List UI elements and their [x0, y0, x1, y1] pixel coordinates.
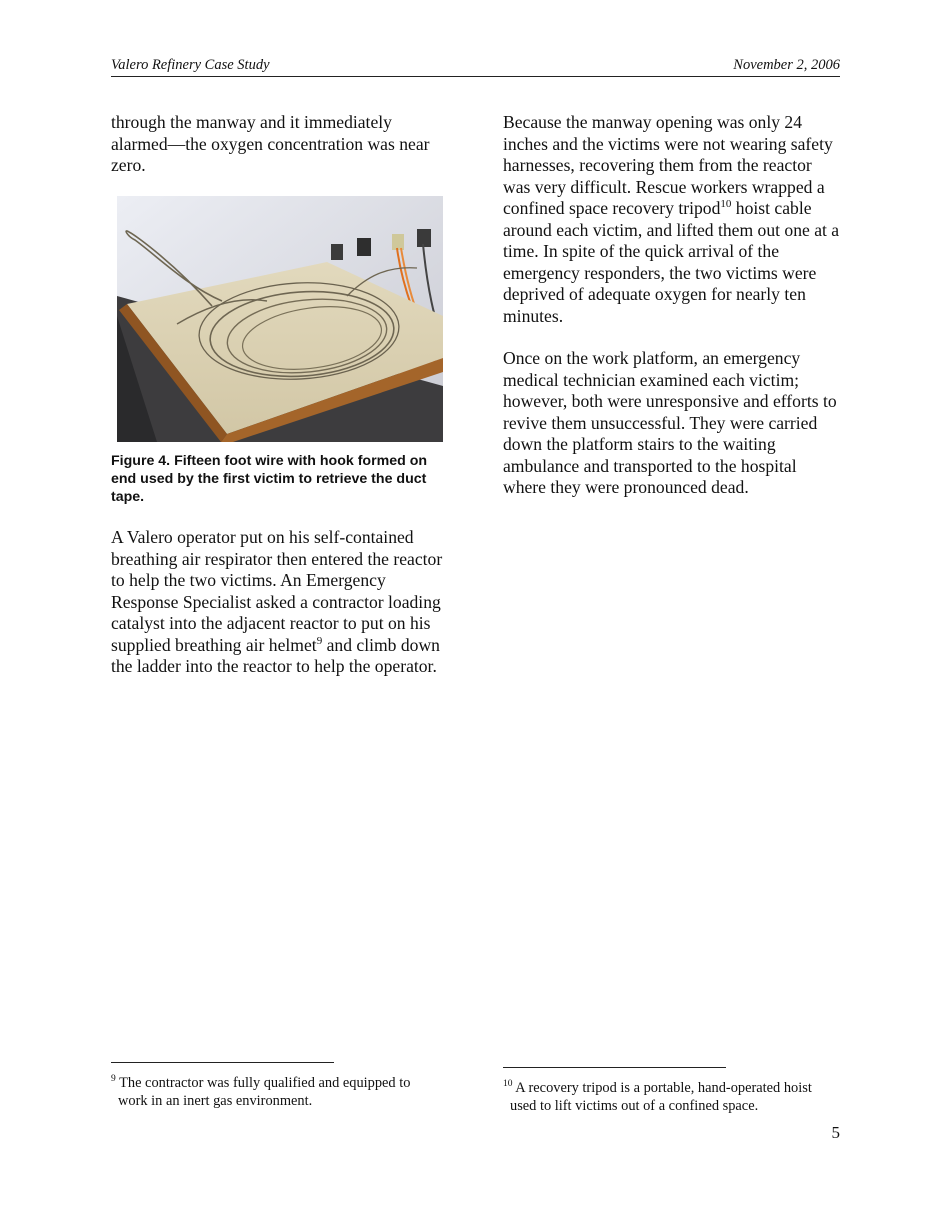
- footnote-10: [503, 1079, 848, 1115]
- footnote-mark: 10: [503, 1079, 513, 1090]
- header-date: November 2, 2006: [733, 57, 840, 73]
- paragraph: [503, 112, 843, 327]
- paragraph-text: and climb down the ladder into the reactor to help the operator.: [111, 634, 440, 676]
- running-header: [111, 56, 840, 77]
- paragraph: [111, 527, 451, 678]
- footnote-text: used to lift victims out of a confined space.: [510, 1098, 759, 1114]
- left-column-top: [111, 112, 451, 177]
- footnote-text: A recovery tripod is a portable, hand-operated hoist: [512, 1080, 812, 1096]
- footnote-mark: 9: [111, 1074, 116, 1085]
- footnote-text: work in an inert gas environment.: [118, 1093, 313, 1109]
- footnote-ref: 10: [720, 198, 732, 211]
- right-column: [503, 112, 843, 499]
- paragraph: through the manway and it immediately alarmed—the oxygen concentration was near zero.: [111, 112, 430, 175]
- paragraph: Once on the work platform, an emergency medical technician examined each victim; however, both were unresponsive and efforts to revive them unsuccessful. They were carried down the platform stairs to the waiting ambulance and transported to the hospital where they were pronounced dead.: [503, 348, 837, 497]
- figure-caption: Figure 4. Fifteen foot wire with hook formed on end used by the first victim to retrieve the duct tape.: [111, 453, 428, 505]
- page-number: 5: [831, 1123, 840, 1142]
- footnote-ref: 9: [316, 634, 323, 647]
- header-title: Valero Refinery Case Study: [111, 57, 270, 73]
- footnote-9: [111, 1074, 451, 1110]
- paragraph-text: A Valero operator put on his self-contained breathing air respirator then entered the reactor to help the two victims. An Emergency Response Specialist asked a contractor loading catalyst into the adjacent reactor to put on his supplied breathing air helmet: [111, 527, 443, 655]
- figure-4-photo: [117, 196, 443, 442]
- footnote-text: The contractor was fully qualified and equipped to: [115, 1075, 411, 1091]
- footnote-divider: [503, 1067, 726, 1068]
- footnote-divider: [111, 1062, 334, 1063]
- paragraph-text: hoist cable around each victim, and lifted them out one at a time. In spite of the quick arrival of the emergency responders, the two victims were deprived of adequate oxygen for nearly ten minutes.: [503, 198, 840, 326]
- left-column-bottom: [111, 527, 451, 678]
- paragraph-text: Because the manway opening was only 24 inches and the victims were not wearing safety harnesses, recovering them from the reactor was very difficult. Rescue workers wrapped a confined space recovery tripod: [503, 112, 833, 218]
- wire-on-table-photo: [117, 196, 443, 442]
